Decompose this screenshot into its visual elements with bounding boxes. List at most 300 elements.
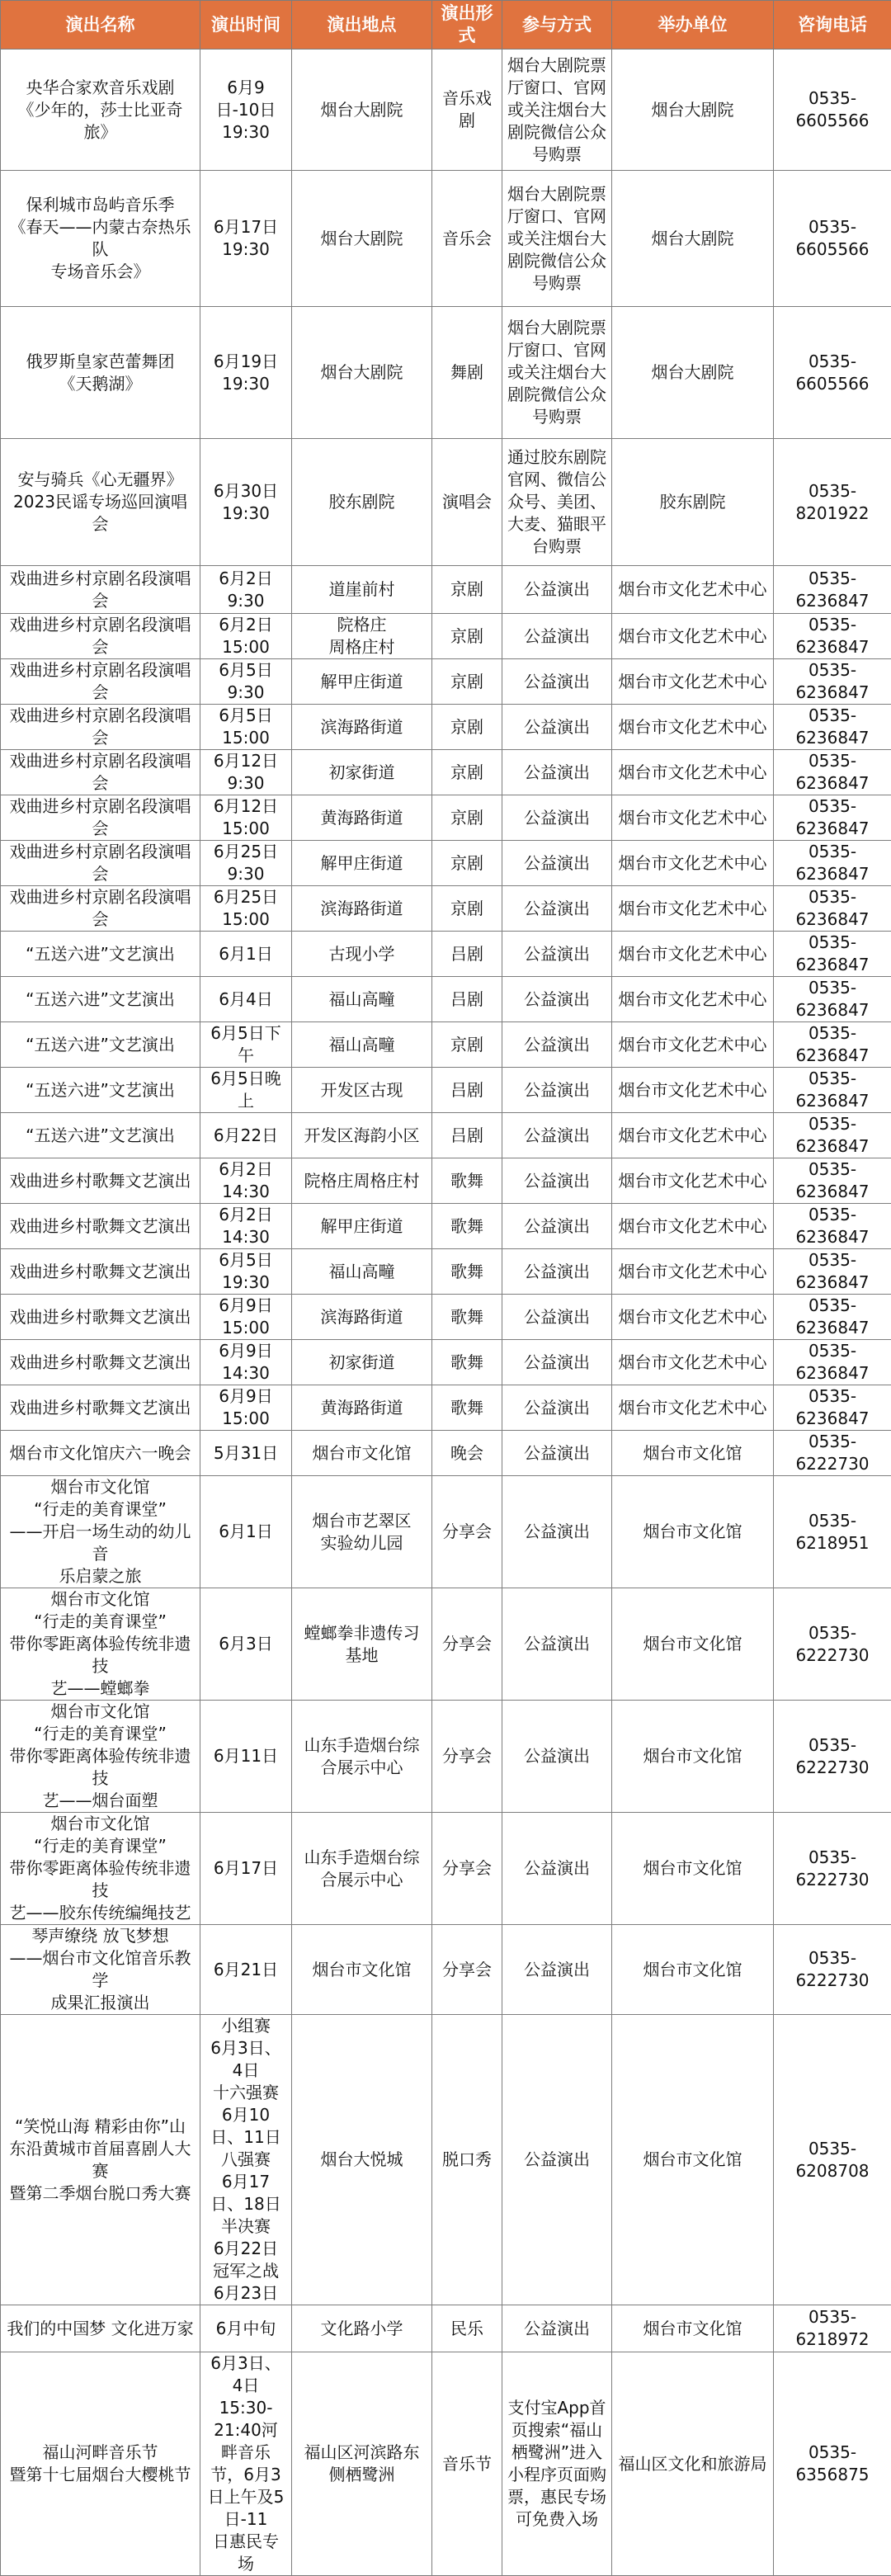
cell-venue <box>292 1701 432 1813</box>
cell-venue-line: 合展示中心 <box>297 1869 427 1891</box>
cell-join <box>502 566 612 614</box>
cell-form: 音乐会 <box>432 171 502 307</box>
cell-organizer-line: 烟台市文化艺术中心 <box>617 1170 768 1192</box>
cell-organizer <box>612 1295 774 1340</box>
cell-name-line: 戏曲进乡村歌舞文艺演出 <box>6 1352 195 1374</box>
cell-join-line: 公益演出 <box>507 1959 606 1981</box>
header-form: 演出形式 <box>432 1 502 50</box>
cell-venue <box>292 705 432 750</box>
cell-organizer-line: 烟台市文化艺术中心 <box>617 762 768 784</box>
header-name: 演出名称 <box>1 1 200 50</box>
cell-join <box>502 932 612 977</box>
cell-time <box>200 1588 292 1701</box>
table-row <box>1 1022 891 1068</box>
cell-organizer <box>612 1340 774 1385</box>
cell-join <box>502 659 612 705</box>
cell-name-line: “五送六进”文艺演出 <box>6 988 195 1011</box>
cell-time-line: 6月12日15:00 <box>205 795 286 840</box>
cell-organizer <box>612 2015 774 2305</box>
cell-phone: 0535-6236847 <box>774 795 891 841</box>
cell-venue <box>292 1204 432 1249</box>
cell-join <box>502 171 612 307</box>
cell-name-line: 暨第十七届烟台大樱桃节 <box>6 2464 195 2486</box>
cell-time <box>200 2305 292 2352</box>
cell-venue-line: 滨海路街道 <box>297 716 427 738</box>
cell-join-line: 公益演出 <box>507 1306 606 1328</box>
table-row <box>1 2305 891 2352</box>
cell-venue <box>292 1249 432 1295</box>
cell-join-line: 公益演出 <box>507 1261 606 1283</box>
cell-time <box>200 1022 292 1068</box>
cell-venue <box>292 1158 432 1204</box>
cell-name-line: “笑悦山海 精彩由你”山 <box>6 2116 195 2138</box>
cell-time-line: 6月5日晚上 <box>205 1068 286 1112</box>
table-row <box>1 50 891 171</box>
cell-time <box>200 2352 292 2576</box>
cell-organizer <box>612 1385 774 1431</box>
cell-time <box>200 1701 292 1813</box>
cell-join-line: 公益演出 <box>507 807 606 829</box>
cell-name <box>1 1476 200 1588</box>
cell-time <box>200 2015 292 2305</box>
table-row <box>1 1295 891 1340</box>
cell-time-line: 6月9日15:00 <box>205 1385 286 1430</box>
cell-organizer <box>612 1022 774 1068</box>
cell-venue-line: 山东手造烟台综 <box>297 1734 427 1757</box>
cell-phone: 0535-6356875 <box>774 2352 891 2576</box>
cell-time-line: 日上午及5日-11 <box>205 2486 286 2531</box>
cell-venue <box>292 439 432 566</box>
cell-join-line: 支付宝App首 <box>507 2397 606 2419</box>
cell-time-line: 6月2日15:00 <box>205 614 286 658</box>
cell-venue-line: 实验幼儿园 <box>297 1532 427 1555</box>
cell-name-line: 戏曲进乡村京剧名段演唱会 <box>6 705 195 749</box>
cell-join-line: 号购票 <box>507 272 606 295</box>
cell-venue-line: 院格庄周格庄村 <box>297 1170 427 1192</box>
cell-phone: 0535-6236847 <box>774 1385 891 1431</box>
cell-venue <box>292 1068 432 1113</box>
cell-organizer-line: 烟台市文化馆 <box>617 1521 768 1543</box>
cell-name-line: 艺——螳螂拳 <box>6 1677 195 1700</box>
cell-organizer-line: 烟台市文化艺术中心 <box>617 625 768 648</box>
cell-venue-line: 周格庄村 <box>297 636 427 658</box>
cell-join <box>502 2305 612 2352</box>
cell-name-line: 戏曲进乡村京剧名段演唱会 <box>6 795 195 840</box>
cell-time-line: 6月1日 <box>205 1521 286 1543</box>
cell-join <box>502 886 612 932</box>
cell-venue-line: 烟台大剧院 <box>297 361 427 384</box>
cell-join-line: 剧院微信公众 <box>507 121 606 144</box>
header-venue: 演出地点 <box>292 1 432 50</box>
cell-form: 歌舞 <box>432 1295 502 1340</box>
cell-time-line: 十六强赛 <box>205 2082 286 2104</box>
cell-organizer <box>612 750 774 795</box>
cell-venue <box>292 1925 432 2015</box>
table-row <box>1 1249 891 1295</box>
cell-name-line: 2023民谣专场巡回演唱会 <box>6 491 195 535</box>
cell-join <box>502 1813 612 1925</box>
cell-venue <box>292 977 432 1022</box>
cell-venue-line: 福山区河滨路东 <box>297 2442 427 2464</box>
cell-join-line: 公益演出 <box>507 1034 606 1056</box>
cell-name <box>1 705 200 750</box>
cell-join-line: 或关注烟台大 <box>507 228 606 250</box>
cell-phone: 0535-6218972 <box>774 2305 891 2352</box>
cell-name <box>1 307 200 439</box>
cell-time-line: 15:30-21:40河 <box>205 2397 286 2442</box>
cell-phone: 0535-6236847 <box>774 614 891 659</box>
cell-phone: 0535-6236847 <box>774 1022 891 1068</box>
cell-join-line: 公益演出 <box>507 716 606 738</box>
cell-form: 分享会 <box>432 1813 502 1925</box>
cell-name-line: 暨第二季烟台脱口秀大赛 <box>6 2182 195 2205</box>
cell-join-line: 号购票 <box>507 406 606 428</box>
cell-form: 歌舞 <box>432 1158 502 1204</box>
cell-venue <box>292 1813 432 1925</box>
cell-join-line: 公益演出 <box>507 1215 606 1238</box>
cell-join-line: 或关注烟台大 <box>507 99 606 121</box>
cell-name-line: 专场音乐会》 <box>6 261 195 283</box>
cell-venue <box>292 1385 432 1431</box>
cell-name-line: 烟台市文化馆 <box>6 1813 195 1835</box>
cell-venue <box>292 1431 432 1476</box>
header-organizer: 举办单位 <box>612 1 774 50</box>
cell-form: 京剧 <box>432 750 502 795</box>
cell-join <box>502 1249 612 1295</box>
cell-venue <box>292 841 432 886</box>
cell-organizer <box>612 1476 774 1588</box>
cell-organizer-line: 烟台市文化艺术中心 <box>617 671 768 693</box>
cell-time <box>200 1476 292 1588</box>
cell-join <box>502 1925 612 2015</box>
cell-time <box>200 1340 292 1385</box>
cell-name-line: 烟台市文化馆 <box>6 1701 195 1723</box>
cell-organizer <box>612 439 774 566</box>
cell-phone: 0535-6605566 <box>774 307 891 439</box>
cell-name-line: 安与骑兵《心无疆界》 <box>6 469 195 491</box>
cell-organizer <box>612 1588 774 1701</box>
cell-organizer-line: 烟台市文化馆 <box>617 2318 768 2340</box>
cell-organizer-line: 烟台市文化馆 <box>617 1442 768 1465</box>
cell-organizer <box>612 659 774 705</box>
cell-time-line: 6月12日9:30 <box>205 750 286 795</box>
cell-time <box>200 1813 292 1925</box>
cell-name-line: “行走的美育课堂” <box>6 1611 195 1633</box>
cell-name <box>1 1385 200 1431</box>
cell-name-line: 戏曲进乡村京剧名段演唱会 <box>6 614 195 658</box>
cell-name-line: 乐启蒙之旅 <box>6 1565 195 1588</box>
cell-phone: 0535-6236847 <box>774 1158 891 1204</box>
cell-organizer <box>612 1925 774 2015</box>
cell-venue <box>292 659 432 705</box>
cell-join-line: 剧院微信公众 <box>507 384 606 406</box>
cell-organizer-line: 烟台市文化艺术中心 <box>617 1306 768 1328</box>
cell-venue <box>292 932 432 977</box>
cell-join-line: 公益演出 <box>507 671 606 693</box>
cell-organizer <box>612 614 774 659</box>
cell-name-line: 戏曲进乡村歌舞文艺演出 <box>6 1215 195 1238</box>
cell-phone: 0535-6208708 <box>774 2015 891 2305</box>
table-row <box>1 932 891 977</box>
cell-phone: 0535-6236847 <box>774 659 891 705</box>
cell-form: 脱口秀 <box>432 2015 502 2305</box>
cell-join <box>502 1204 612 1249</box>
header-phone: 咨询电话 <box>774 1 891 50</box>
cell-join <box>502 1068 612 1113</box>
cell-time <box>200 795 292 841</box>
cell-venue-line: 侧栖鹭洲 <box>297 2464 427 2486</box>
cell-name <box>1 614 200 659</box>
table-row <box>1 1813 891 1925</box>
cell-join <box>502 1113 612 1158</box>
cell-organizer <box>612 1158 774 1204</box>
cell-name <box>1 1588 200 1701</box>
cell-organizer <box>612 1249 774 1295</box>
cell-organizer-line: 烟台大剧院 <box>617 99 768 121</box>
cell-organizer <box>612 1113 774 1158</box>
cell-join <box>502 2015 612 2305</box>
cell-time-line: 6月5日9:30 <box>205 659 286 704</box>
cell-join-line: 票，惠民专场 <box>507 2486 606 2508</box>
table-row <box>1 886 891 932</box>
cell-phone: 0535-6222730 <box>774 1813 891 1925</box>
cell-join-line: 大麦、猫眼平 <box>507 513 606 535</box>
cell-organizer <box>612 1701 774 1813</box>
cell-name <box>1 1068 200 1113</box>
cell-name-line: 戏曲进乡村京剧名段演唱会 <box>6 841 195 885</box>
cell-phone: 0535-6222730 <box>774 1588 891 1701</box>
cell-join-line: 官网、微信公 <box>507 469 606 491</box>
cell-form: 吕剧 <box>432 1068 502 1113</box>
cell-form: 吕剧 <box>432 977 502 1022</box>
cell-organizer-line: 烟台市文化艺术中心 <box>617 807 768 829</box>
cell-venue-line: 烟台市艺翠区 <box>297 1510 427 1532</box>
header-time: 演出时间 <box>200 1 292 50</box>
table-row <box>1 1701 891 1813</box>
cell-organizer-line: 烟台大剧院 <box>617 361 768 384</box>
table-row <box>1 1204 891 1249</box>
cell-name <box>1 1295 200 1340</box>
cell-name <box>1 1340 200 1385</box>
cell-time-line: 6月23日 <box>205 2282 286 2305</box>
cell-name-line: 俄罗斯皇家芭蕾舞团 <box>6 351 195 373</box>
cell-name-line: ——开启一场生动的幼儿音 <box>6 1521 195 1565</box>
cell-time <box>200 1113 292 1158</box>
cell-form: 京剧 <box>432 614 502 659</box>
cell-join-line: 公益演出 <box>507 1857 606 1880</box>
cell-join <box>502 1022 612 1068</box>
cell-time <box>200 171 292 307</box>
cell-form: 京剧 <box>432 659 502 705</box>
cell-name-line: “五送六进”文艺演出 <box>6 1079 195 1102</box>
header-join: 参与方式 <box>502 1 612 50</box>
cell-name-line: 福山河畔音乐节 <box>6 2442 195 2464</box>
cell-venue <box>292 886 432 932</box>
cell-name-line: 艺——胶东传统编绳技艺 <box>6 1902 195 1924</box>
cell-time <box>200 886 292 932</box>
table-row <box>1 1385 891 1431</box>
cell-join <box>502 614 612 659</box>
cell-join <box>502 795 612 841</box>
cell-time-line: 小组赛 <box>205 2015 286 2037</box>
cell-organizer-line: 烟台市文化艺术中心 <box>617 943 768 965</box>
cell-phone: 0535-6236847 <box>774 705 891 750</box>
cell-join-line: 公益演出 <box>507 1397 606 1419</box>
cell-form: 音乐戏剧 <box>432 50 502 171</box>
cell-name-line: 成果汇报演出 <box>6 1992 195 2014</box>
cell-venue-line: 黄海路街道 <box>297 807 427 829</box>
cell-name <box>1 1204 200 1249</box>
cell-join-line: 烟台大剧院票 <box>507 183 606 205</box>
cell-venue <box>292 307 432 439</box>
table-row <box>1 659 891 705</box>
table-row <box>1 1925 891 2015</box>
cell-time <box>200 1925 292 2015</box>
cell-form: 吕剧 <box>432 932 502 977</box>
cell-phone: 0535-6236847 <box>774 566 891 614</box>
cell-venue-line: 滨海路街道 <box>297 1306 427 1328</box>
cell-join-line: 公益演出 <box>507 1170 606 1192</box>
cell-join <box>502 841 612 886</box>
cell-name-line: 烟台市文化馆庆六一晚会 <box>6 1442 195 1465</box>
table-row <box>1 841 891 886</box>
cell-name <box>1 1925 200 2015</box>
cell-name-line: “行走的美育课堂” <box>6 1723 195 1745</box>
cell-time-line: 6月5日15:00 <box>205 705 286 749</box>
cell-name-line: 带你零距离体验传统非遗技 <box>6 1633 195 1677</box>
cell-name-line: 我们的中国梦 文化进万家 <box>6 2318 195 2340</box>
cell-name <box>1 566 200 614</box>
cell-organizer-line: 烟台市文化艺术中心 <box>617 898 768 920</box>
cell-join-line: 页搜索“福山 <box>507 2419 606 2442</box>
cell-organizer <box>612 2305 774 2352</box>
cell-organizer-line: 福山区文化和旅游局 <box>617 2453 768 2475</box>
cell-name <box>1 977 200 1022</box>
cell-time-line: 6月21日 <box>205 1959 286 1981</box>
cell-organizer-line: 烟台市文化馆 <box>617 1633 768 1655</box>
cell-venue-line: 滨海路街道 <box>297 898 427 920</box>
cell-time <box>200 1204 292 1249</box>
table-row <box>1 1476 891 1588</box>
cell-venue-line: 开发区古现 <box>297 1079 427 1102</box>
cell-organizer <box>612 705 774 750</box>
cell-form: 音乐节 <box>432 2352 502 2576</box>
cell-join-line: 公益演出 <box>507 762 606 784</box>
cell-join-line: 剧院微信公众 <box>507 250 606 272</box>
cell-join-line: 烟台大剧院票 <box>507 317 606 339</box>
cell-join-line: 通过胶东剧院 <box>507 446 606 469</box>
table-row <box>1 614 891 659</box>
cell-form: 歌舞 <box>432 1204 502 1249</box>
cell-time-line: 19:30 <box>205 121 286 144</box>
cell-organizer-line: 烟台市文化艺术中心 <box>617 578 768 601</box>
cell-time-line: 5月31日 <box>205 1442 286 1465</box>
cell-phone: 0535-6222730 <box>774 1431 891 1476</box>
cell-time-line: 6月17日19:30 <box>205 216 286 261</box>
cell-join-line: 号购票 <box>507 144 606 166</box>
cell-join-line: 小程序页面购 <box>507 2464 606 2486</box>
cell-join-line: 公益演出 <box>507 1442 606 1465</box>
cell-join-line: 厅窗口、官网 <box>507 339 606 361</box>
cell-join-line: 公益演出 <box>507 1745 606 1767</box>
cell-form: 舞剧 <box>432 307 502 439</box>
cell-venue-line: 烟台市文化馆 <box>297 1442 427 1465</box>
cell-join <box>502 1295 612 1340</box>
cell-phone: 0535-6236847 <box>774 1113 891 1158</box>
table-row <box>1 977 891 1022</box>
cell-join-line: 可免费入场 <box>507 2508 606 2531</box>
cell-venue-line: 烟台大悦城 <box>297 2149 427 2171</box>
cell-join-line: 公益演出 <box>507 1125 606 1147</box>
cell-name <box>1 171 200 307</box>
cell-name-line: 戏曲进乡村歌舞文艺演出 <box>6 1261 195 1283</box>
cell-venue-line: 福山高疃 <box>297 1034 427 1056</box>
cell-join <box>502 1701 612 1813</box>
cell-organizer-line: 烟台市文化艺术中心 <box>617 1397 768 1419</box>
cell-organizer <box>612 886 774 932</box>
cell-form: 晚会 <box>432 1431 502 1476</box>
cell-name <box>1 1158 200 1204</box>
table-row <box>1 171 891 307</box>
cell-phone: 0535-6236847 <box>774 1295 891 1340</box>
cell-organizer <box>612 2352 774 2576</box>
cell-time <box>200 307 292 439</box>
cell-join <box>502 1385 612 1431</box>
cell-time-line: 6月5日19:30 <box>205 1249 286 1294</box>
cell-organizer <box>612 50 774 171</box>
cell-organizer-line: 烟台市文化艺术中心 <box>617 1034 768 1056</box>
cell-time <box>200 439 292 566</box>
cell-form: 京剧 <box>432 705 502 750</box>
cell-organizer-line: 烟台市文化馆 <box>617 1857 768 1880</box>
cell-name-line: 烟台市文化馆 <box>6 1588 195 1611</box>
cell-join <box>502 705 612 750</box>
cell-venue <box>292 750 432 795</box>
table-row <box>1 1588 891 1701</box>
cell-venue <box>292 1340 432 1385</box>
cell-join <box>502 1340 612 1385</box>
cell-name-line: 艺——烟台面塑 <box>6 1790 195 1812</box>
cell-venue-line: 福山高疃 <box>297 1261 427 1283</box>
cell-name-line: “行走的美育课堂” <box>6 1498 195 1521</box>
cell-phone: 0535-6605566 <box>774 50 891 171</box>
cell-name <box>1 841 200 886</box>
cell-organizer <box>612 1431 774 1476</box>
cell-name <box>1 659 200 705</box>
cell-time <box>200 1249 292 1295</box>
cell-venue <box>292 50 432 171</box>
cell-join-line: 众号、美团、 <box>507 491 606 513</box>
cell-time-line: 6月2日14:30 <box>205 1158 286 1203</box>
cell-phone: 0535-6236847 <box>774 886 891 932</box>
cell-venue <box>292 1476 432 1588</box>
cell-organizer-line: 烟台大剧院 <box>617 228 768 250</box>
cell-time-line: 6月3日 <box>205 1633 286 1655</box>
cell-join-line: 公益演出 <box>507 988 606 1011</box>
cell-venue-line: 文化路小学 <box>297 2318 427 2340</box>
cell-venue <box>292 566 432 614</box>
cell-venue-line: 山东手造烟台综 <box>297 1847 427 1869</box>
cell-time <box>200 1295 292 1340</box>
table-row <box>1 1158 891 1204</box>
cell-phone: 0535-6236847 <box>774 1249 891 1295</box>
cell-phone: 0535-6236847 <box>774 1340 891 1385</box>
cell-name-line: 《春天——内蒙古奈热乐队 <box>6 216 195 261</box>
cell-time-line: 6月3日、4日 <box>205 2352 286 2397</box>
cell-form: 京剧 <box>432 1022 502 1068</box>
cell-form: 京剧 <box>432 886 502 932</box>
cell-time-line: 6月17日、18日 <box>205 2171 286 2215</box>
